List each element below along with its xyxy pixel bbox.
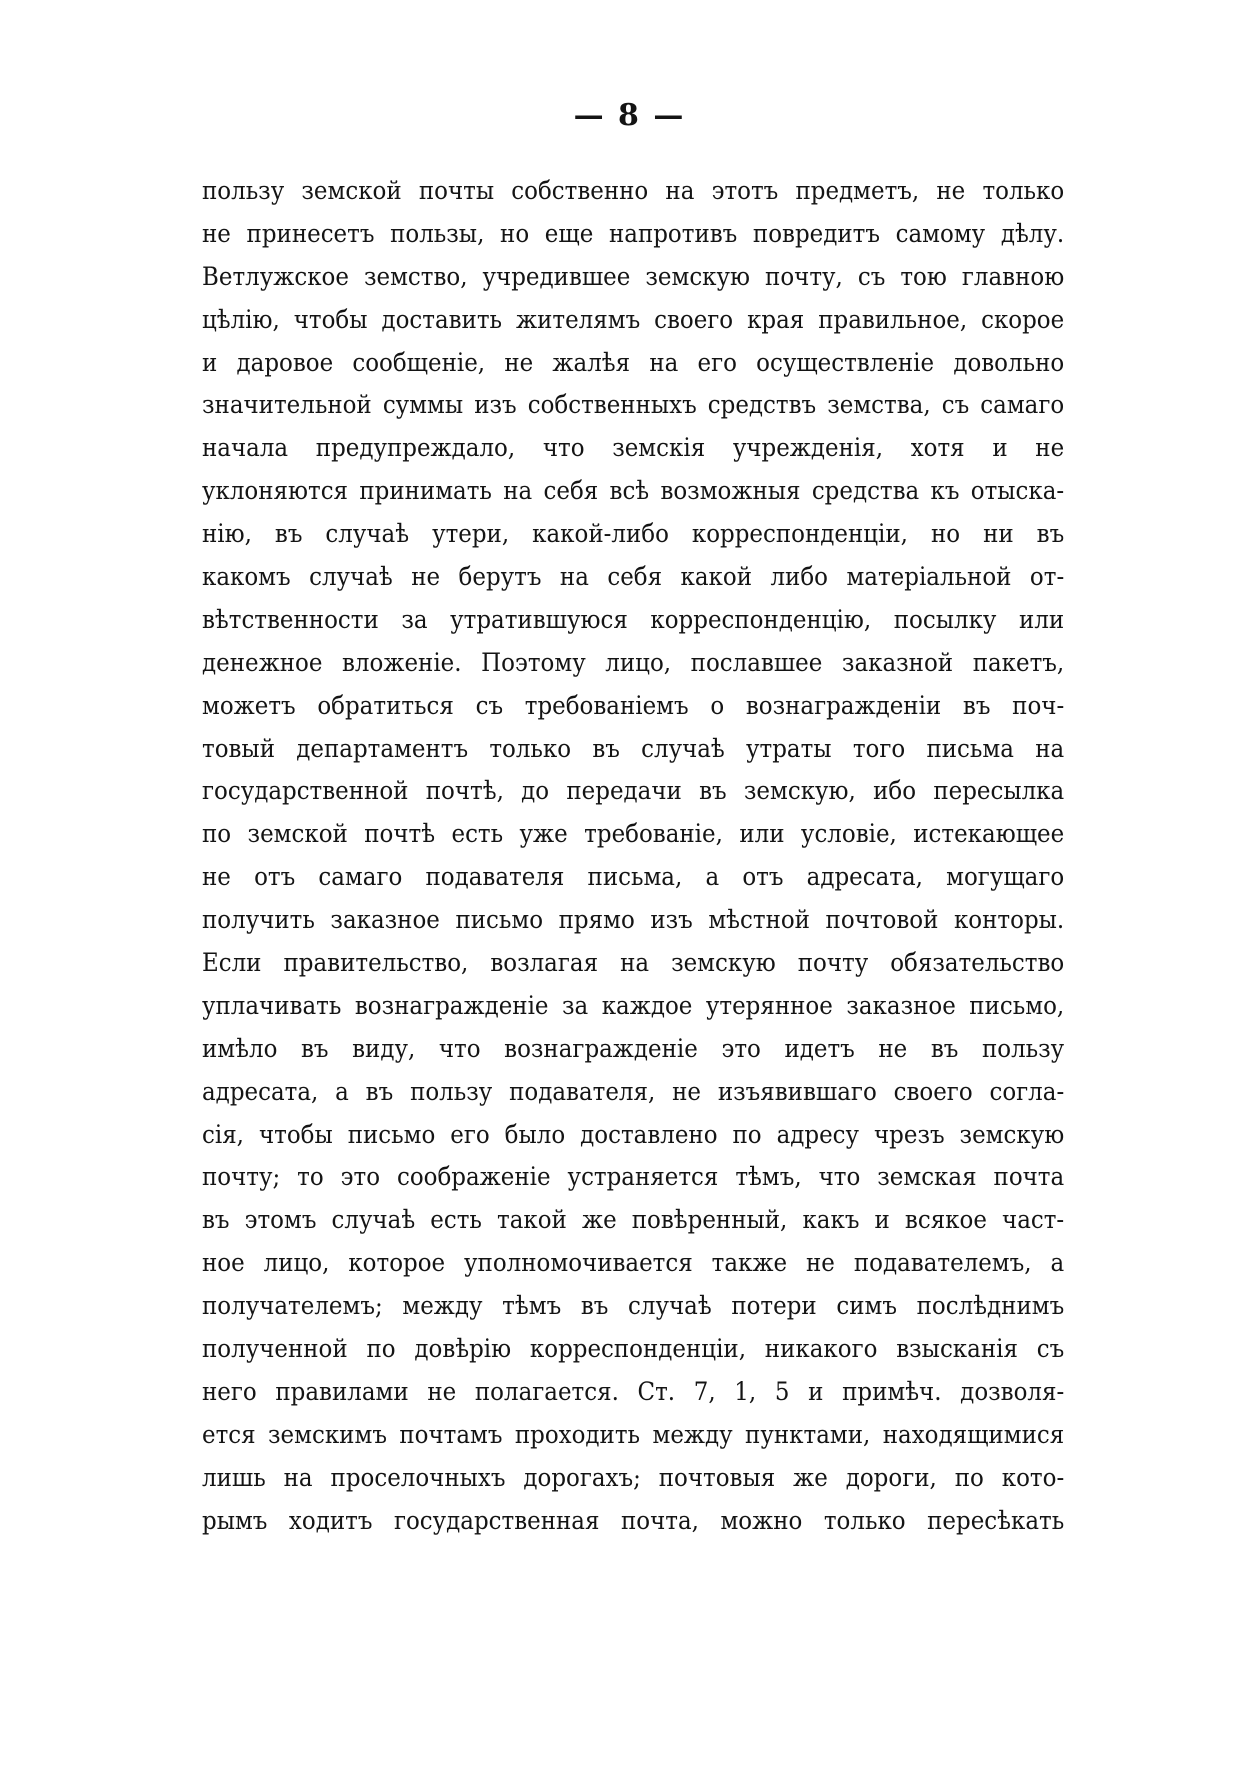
body-text	[202, 170, 1064, 1543]
text-line: рымъ ходитъ государственная почта, можно только пересѣкать	[202, 1505, 1065, 1536]
text-line: и даровое сообщеніе, не жалѣя на его осуществленіе довольно	[202, 347, 1065, 378]
text-line: сія, чтобы письмо его было доставлено по адресу чрезъ земскую	[202, 1119, 1065, 1150]
text-line: не принесетъ пользы, но еще напротивъ повредитъ самому дѣлу.	[202, 218, 1065, 249]
text-line: денежное вложеніе. Поэтому лицо, пославшее заказной пакетъ,	[202, 647, 1065, 678]
text-line: получить заказное письмо прямо изъ мѣстной почтовой конторы.	[202, 905, 1065, 936]
text-line: по земской почтѣ есть уже требованіе, или условіе, истекающее	[202, 819, 1065, 850]
text-line: не отъ самаго подавателя письма, а отъ адресата, могущаго	[202, 862, 1065, 893]
text-line: нію, въ случаѣ утери, какой-либо корреспонденціи, но ни въ	[202, 519, 1065, 550]
text-line: Ветлужское земство, учредившее земскую почту, съ тою главною	[202, 261, 1065, 292]
text-line: имѣло въ виду, что вознагражденіе это идетъ не въ пользу	[202, 1033, 1065, 1064]
text-line: уплачивать вознагражденіе за каждое утерянное заказное письмо,	[202, 990, 1065, 1021]
text-line: уклоняются принимать на себя всѣ возможныя средства къ отыска-	[202, 476, 1065, 507]
text-line: цѣлію, чтобы доставить жителямъ своего края правильное, скорое	[202, 304, 1065, 335]
text-line: ется земскимъ почтамъ проходить между пунктами, находящимися	[202, 1419, 1065, 1450]
text-line: Если правительство, возлагая на земскую почту обязательство	[202, 948, 1065, 979]
text-line: какомъ случаѣ не берутъ на себя какой либо матеріальной от-	[202, 562, 1065, 593]
text-line: государственной почтѣ, до передачи въ земскую, ибо пересылка	[202, 776, 1065, 807]
text-line: въ этомъ случаѣ есть такой же повѣренный, какъ и всякое част-	[202, 1205, 1065, 1236]
text-line: получателемъ; между тѣмъ въ случаѣ потери симъ послѣднимъ	[202, 1291, 1065, 1322]
text-line: ное лицо, которое уполномочивается также не подавателемъ, а	[202, 1248, 1065, 1279]
text-line: товый департаментъ только въ случаѣ утраты того письма на	[202, 733, 1065, 764]
text-line: вѣтственности за утратившуюся корреспонденцію, посылку или	[202, 604, 1065, 635]
text-line: значительной суммы изъ собственныхъ средствъ земства, съ самаго	[202, 390, 1065, 421]
text-line: пользу земской почты собственно на этотъ предметъ, не только	[202, 176, 1065, 206]
text-line: адресата, а въ пользу подавателя, не изъявившаго своего согла-	[202, 1076, 1065, 1107]
text-line: него правилами не полагается. Ст. 7, 1, 5 и примѣч. дозволя-	[202, 1376, 1065, 1407]
text-line: полученной по довѣрію корреспонденціи, никакого взысканія съ	[202, 1334, 1065, 1365]
text-line: почту; то это соображеніе устраняется тѣмъ, что земская почта	[202, 1162, 1065, 1193]
page-number: — 8 —	[573, 98, 686, 133]
text-line: лишь на проселочныхъ дорогахъ; почтовыя же дороги, по кото-	[202, 1462, 1065, 1493]
text-line: можетъ обратиться съ требованіемъ о вознагражденіи въ поч-	[202, 690, 1065, 721]
text-line: начала предупреждало, что земскія учрежденія, хотя и не	[202, 433, 1065, 464]
